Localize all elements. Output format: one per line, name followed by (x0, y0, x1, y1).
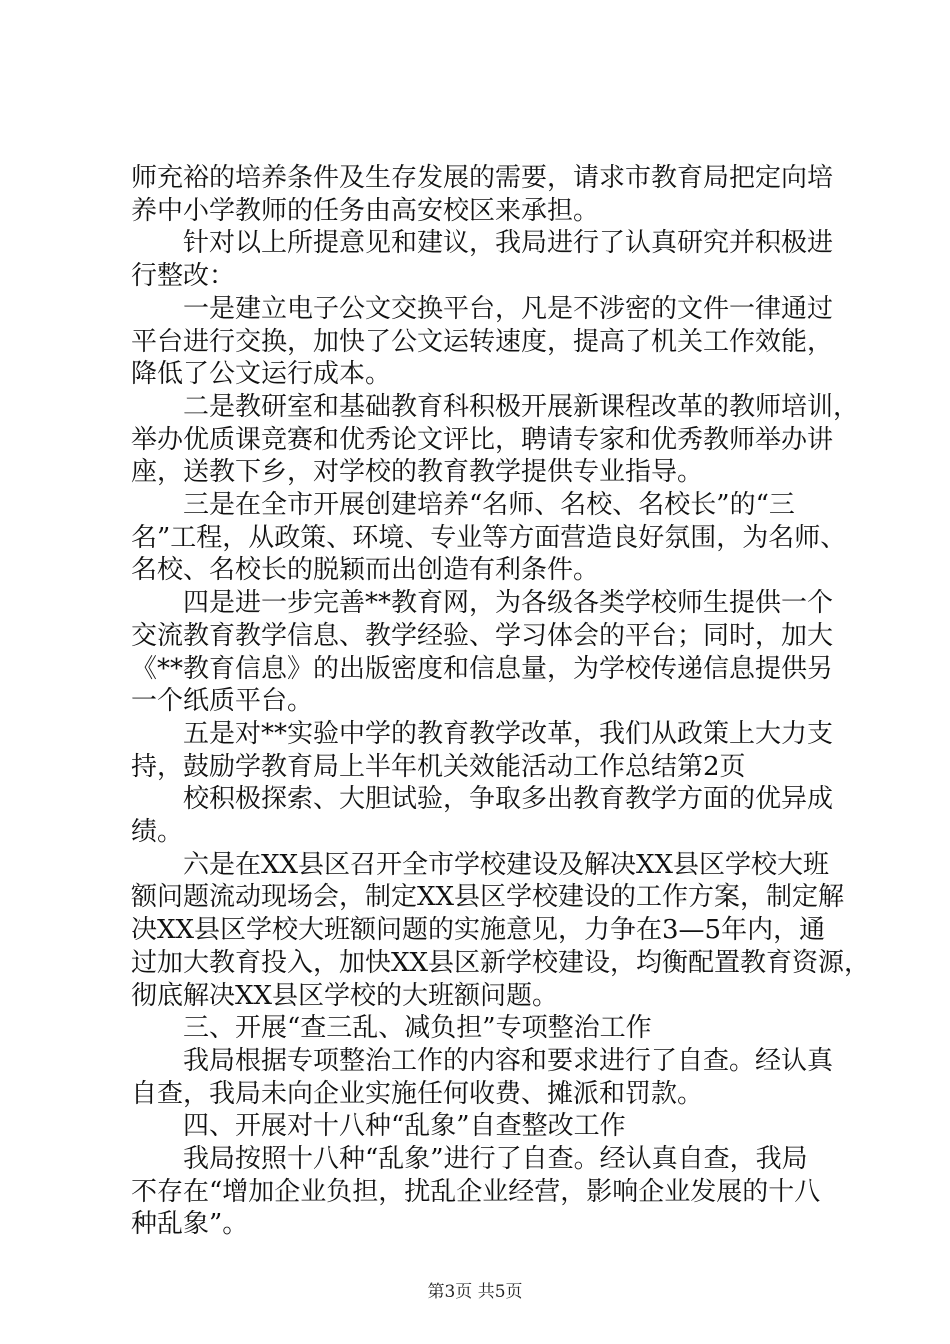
paragraph-line: 举办优质课竞赛和优秀论文评比，聘请专家和优秀教师举办讲 (131, 424, 834, 455)
paragraph-line: 决XX县区学校大班额问题的实施意见，力争在3—5年内，通 (131, 915, 826, 946)
paragraph-line: 名”工程，从政策、环境、专业等方面营造良好氛围，为名师、 (131, 522, 847, 553)
paragraph-line: 三是在全市开展创建培养“名师、名校、名校长”的“三 (183, 490, 795, 520)
section-heading: 三、开展“查三乱、减负担”专项整治工作 (183, 1013, 652, 1044)
paragraph-line: 不存在“增加企业负担，扰乱企业经营，影响企业发展的十八 (131, 1176, 821, 1207)
paragraph-line: 六是在XX县区召开全市学校建设及解决XX县区学校大班 (183, 849, 830, 880)
paragraph-line: 绩。 (131, 817, 184, 847)
paragraph-line: 一个纸质平台。 (131, 686, 314, 717)
paragraph-line: 持，鼓励学教育局上半年机关效能活动工作总结第2页 (131, 751, 746, 782)
paragraph-line: 二是教研室和基础教育科积极开展新课程改革的教师培训， (183, 391, 860, 422)
section-heading: 四、开展对十八种“乱象”自查整改工作 (183, 1111, 626, 1142)
paragraph-line: 我局按照十八种“乱象”进行了自查。经认真自查，我局 (183, 1144, 808, 1174)
paragraph-line: 名校、名校长的脱颖而出创造有利条件。 (131, 555, 600, 586)
paragraph-line: 四是进一步完善**教育网，为各级各类学校师生提供一个 (183, 588, 834, 619)
paragraph-line: 五是对**实验中学的教育教学改革，我们从政策上大力支 (183, 718, 834, 749)
paragraph-line: 额问题流动现场会，制定XX县区学校建设的工作方案，制定解 (131, 882, 845, 913)
paragraph-line: 降低了公文运行成本。 (131, 359, 392, 390)
paragraph-line: 过加大教育投入，加快XX县区新学校建设，均衡配置教育资源， (131, 947, 871, 978)
paragraph-line: 座，送教下乡，对学校的教育教学提供专业指导。 (131, 457, 704, 488)
paragraph-line: 养中小学教师的任务由高安校区来承担。 (131, 195, 600, 226)
paragraph-line: 自查，我局未向企业实施任何收费、摊派和罚款。 (131, 1078, 704, 1109)
paragraph-line: 平台进行交换，加快了公文运转速度，提高了机关工作效能， (131, 326, 834, 357)
page-number-footer: 第3页 共5页 (427, 1282, 523, 1302)
paragraph-line: 种乱象”。 (131, 1209, 249, 1240)
paragraph-line: 一是建立电子公文交换平台，凡是不涉密的文件一律通过 (183, 293, 834, 324)
paragraph-line: 交流教育教学信息、教学经验、学习体会的平台；同时，加大 (131, 620, 834, 651)
paragraph-line: 《**教育信息》的出版密度和信息量，为学校传递信息提供另 (131, 653, 834, 684)
paragraph-line: 校积极探索、大胆试验，争取多出教育教学方面的优异成 (183, 784, 834, 815)
paragraph-line: 师充裕的培养条件及生存发展的需要，请求市教育局把定向培 (131, 163, 834, 193)
paragraph-line: 行整改： (131, 261, 236, 292)
paragraph-line: 针对以上所提意见和建议，我局进行了认真研究并积极进 (183, 228, 834, 259)
paragraph-line: 我局根据专项整治工作的内容和要求进行了自查。经认真 (183, 1045, 834, 1076)
paragraph-line: 彻底解决XX县区学校的大班额问题。 (131, 980, 559, 1011)
